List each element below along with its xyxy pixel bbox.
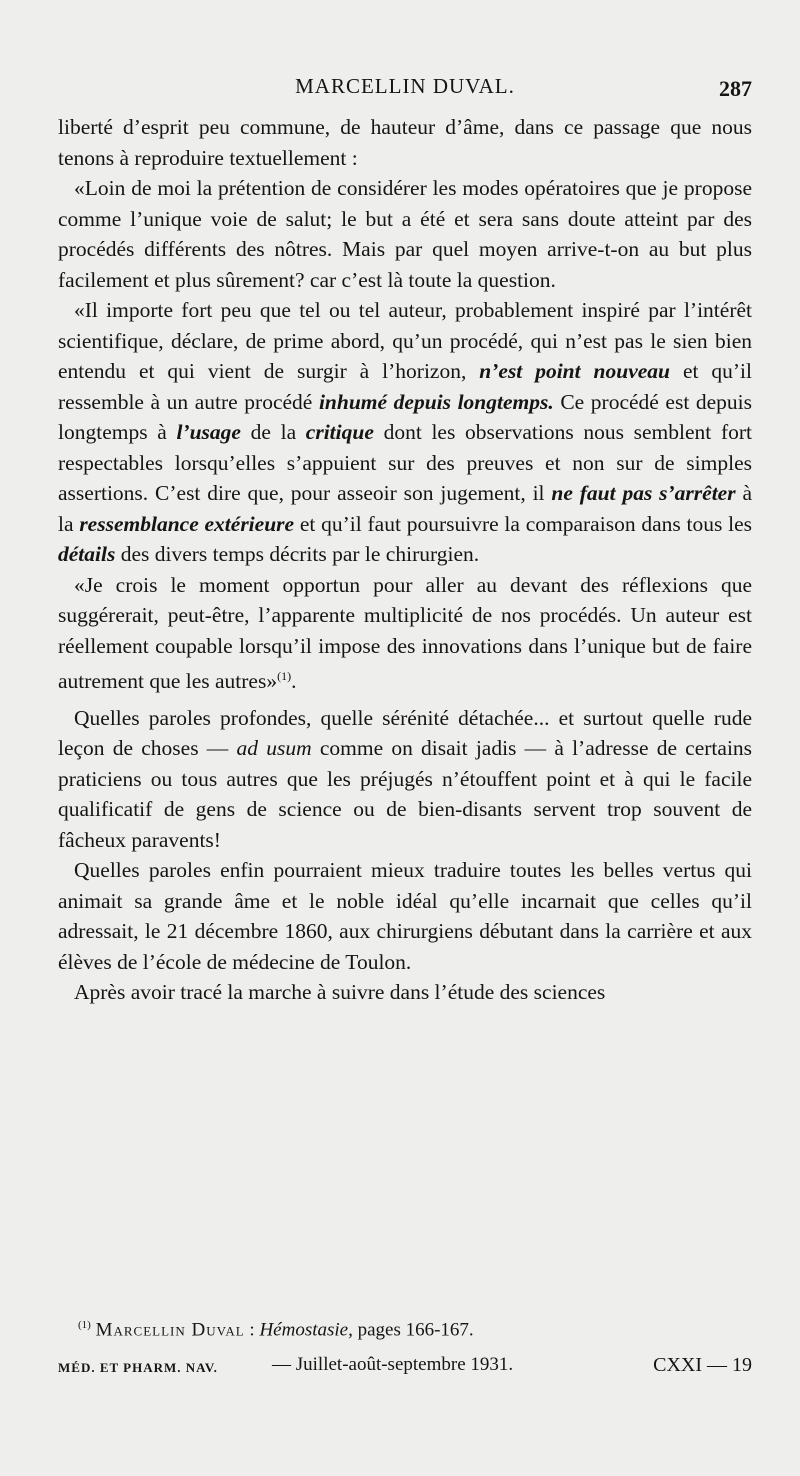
footnote-pages: pages 166-167. bbox=[352, 1319, 474, 1341]
emphasis: ad usum bbox=[236, 736, 312, 761]
paragraph-7: Après avoir tracé la marche à suivre dans l’étude des sciences bbox=[74, 980, 606, 1005]
text-run: Quelles paroles profondes, quelle sérénité détachée... et surtout quelle rude leçon de choses — bbox=[58, 705, 752, 761]
text-run: des divers temps décrits par le chirurgien. bbox=[120, 542, 480, 566]
text-run: . bbox=[291, 669, 297, 694]
footnote-marker: (1) bbox=[78, 1319, 91, 1331]
emphasis: inhumé depuis longtemps. bbox=[318, 389, 554, 414]
text-run: à la bbox=[58, 481, 753, 536]
page-number: 287 bbox=[719, 76, 752, 101]
footnote-title: Hémostasie, bbox=[259, 1319, 353, 1341]
text-run: et qu’il faut poursuivre la comparaison dans tous les bbox=[299, 511, 753, 536]
emphasis: n’est point nouveau bbox=[479, 359, 671, 383]
journal-name: MÉD. ET PHARM. NAV. bbox=[58, 1360, 218, 1375]
text-run: comme on disait jadis — à l’adresse de certains praticiens ou tous autres que les préjugés n’étouffent point et à qui le facile qualificatif de gens de science ou de bien-disants servent trop souvent de fâcheux paravents! bbox=[58, 736, 753, 852]
paragraph-5 bbox=[58, 703, 752, 856]
body-text bbox=[58, 112, 752, 1008]
running-head: MARCELLIN DUVAL. bbox=[295, 74, 515, 98]
emphasis: ressemblance extérieure bbox=[79, 511, 295, 536]
paragraph-4 bbox=[58, 570, 752, 697]
printer-signature: CXXI — 19 bbox=[653, 1354, 752, 1376]
emphasis: détails bbox=[58, 542, 116, 566]
footnote-reference[interactable]: (1) bbox=[277, 669, 292, 683]
text-run: dont les observations nous semblent fort respectables lorsqu’elles s’appuient sur des preuves et non sur de simples assertions. C’est dire que, pour asseoir son jugement, il bbox=[58, 420, 752, 505]
emphasis: ne faut pas s’arrêter bbox=[551, 481, 736, 505]
paragraph-2: «Loin de moi la prétention de considérer les modes opératoires que je propose comme l’unique voie de salut; le but a été et sera sans doute atteint par des procédés différents des nôtres. Mais par quel moyen arrive-t-on au but plus facilement et plus sûrement? car c’est là toute la question. bbox=[58, 176, 752, 292]
text-run: «Je crois le moment opportun pour aller au devant des réflexions que suggérerait, peut-être, l’apparente multiplicité de nos procédés. Un auteur est réellement coupable lorsqu’il impose des innovations dans l’unique but de faire autrement que les autres» bbox=[58, 572, 752, 694]
footnote bbox=[78, 1319, 752, 1341]
footnote-separator: : bbox=[244, 1319, 260, 1341]
emphasis: critique bbox=[305, 420, 374, 444]
page-header bbox=[58, 74, 752, 104]
paragraph-1: liberté d’esprit peu commune, de hauteur d’âme, dans ce passage que nous tenons à reproduire textuellement : bbox=[58, 115, 752, 170]
footnote-author: Marcellin Duval bbox=[95, 1319, 245, 1341]
issue-date: — Juillet-août-septembre 1931. bbox=[272, 1354, 514, 1375]
page-footer bbox=[58, 1354, 752, 1380]
text-run: «Il importe fort peu que tel ou tel auteur, probablement inspiré par l’intérêt scientifique, déclare, de prime abord, qu’un procédé, qui n’est pas le sien bien entendu et qui vient de surgir à l’horizon, bbox=[58, 298, 752, 383]
text-run: Ce procédé est depuis longtemps à bbox=[58, 389, 753, 444]
text-run: et qu’il ressemble à un autre procédé bbox=[58, 359, 753, 414]
text-run: de la bbox=[250, 420, 297, 444]
paragraph-3 bbox=[58, 295, 752, 570]
emphasis: l’usage bbox=[176, 420, 241, 444]
paragraph-6: Quelles paroles enfin pourraient mieux traduire toutes les belles vertus qui animait sa grande âme et le noble idéal qu’elle incarnait que celles qu’il adressait, le 21 décembre 1860, aux chirurgiens débutant dans la carrière et aux élèves de l’école de médecine de Toulon. bbox=[58, 858, 752, 974]
